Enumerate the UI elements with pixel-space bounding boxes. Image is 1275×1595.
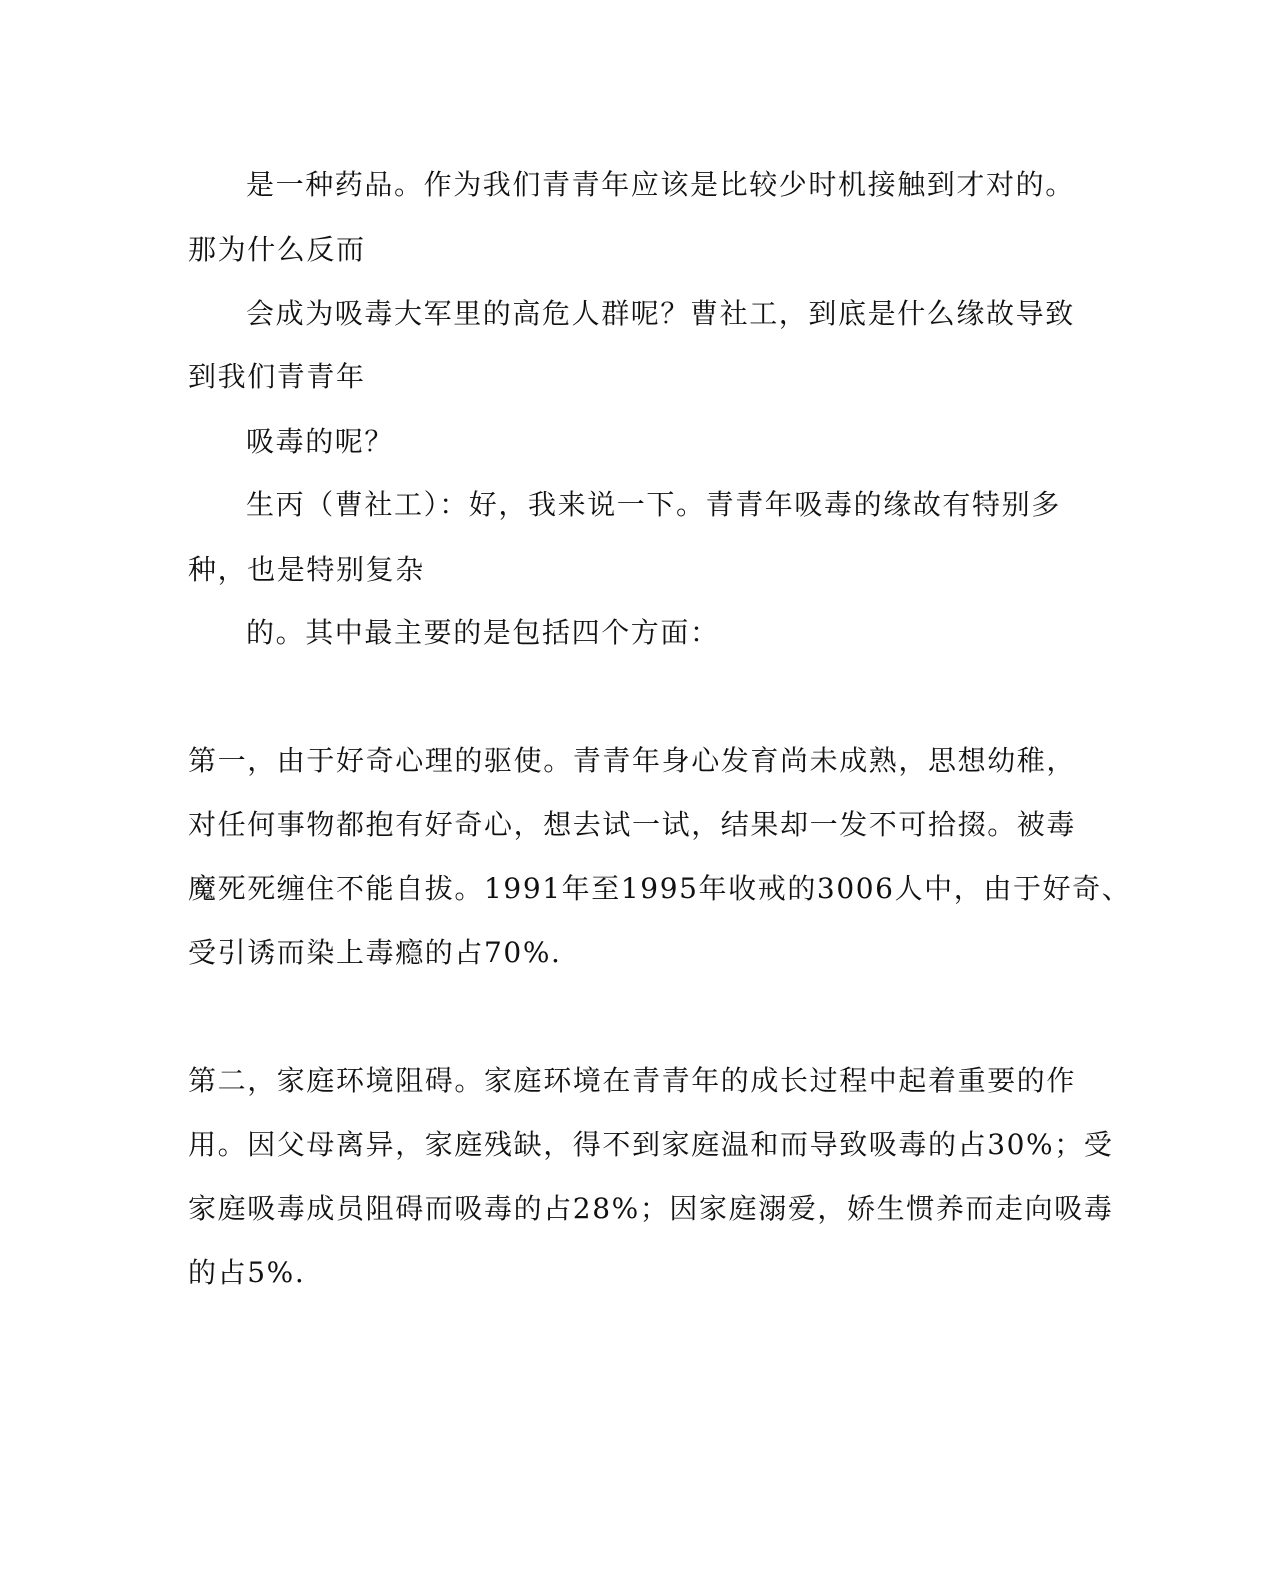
text-line: 受引诱而染上毒瘾的占70%. <box>188 936 562 969</box>
text-line: 第二，家庭环境阻碍。家庭环境在青青年的成长过程中起着重要的作 <box>188 1064 1077 1097</box>
text-line: 的。其中最主要的是包括四个方面： <box>246 616 720 649</box>
text-line: 家庭吸毒成员阻碍而吸毒的占28%；因家庭溺爱，娇生惯养而走向吸毒 <box>188 1192 1114 1225</box>
text-line: 生丙（曹社工）：好，我来说一下。青青年吸毒的缘故有特别多 <box>246 488 1061 521</box>
text-line: 对任何事物都抱有好奇心，想去试一试，结果却一发不可拾掇。被毒 <box>188 808 1077 841</box>
text-line: 第一，由于好奇心理的驱使。青青年身心发育尚未成熟，思想幼稚， <box>188 744 1077 777</box>
text-line: 吸毒的呢？ <box>246 425 395 458</box>
text-line: 用。因父母离异，家庭残缺，得不到家庭温和而导致吸毒的占30%；受 <box>188 1128 1114 1161</box>
text-line: 会成为吸毒大军里的高危人群呢？曹社工，到底是什么缘故导致 <box>246 297 1075 330</box>
text-line: 是一种药品。作为我们青青年应该是比较少时机接触到才对的。 <box>246 168 1075 201</box>
text-line: 魔死死缠住不能自拔。1991年至1995年收戒的3006人中，由于好奇、 <box>188 872 1132 905</box>
text-line: 种，也是特别复杂 <box>188 553 425 586</box>
text-line: 的占5%. <box>188 1256 306 1289</box>
text-line: 到我们青青年 <box>188 360 366 393</box>
text-line: 那为什么反而 <box>188 233 366 266</box>
